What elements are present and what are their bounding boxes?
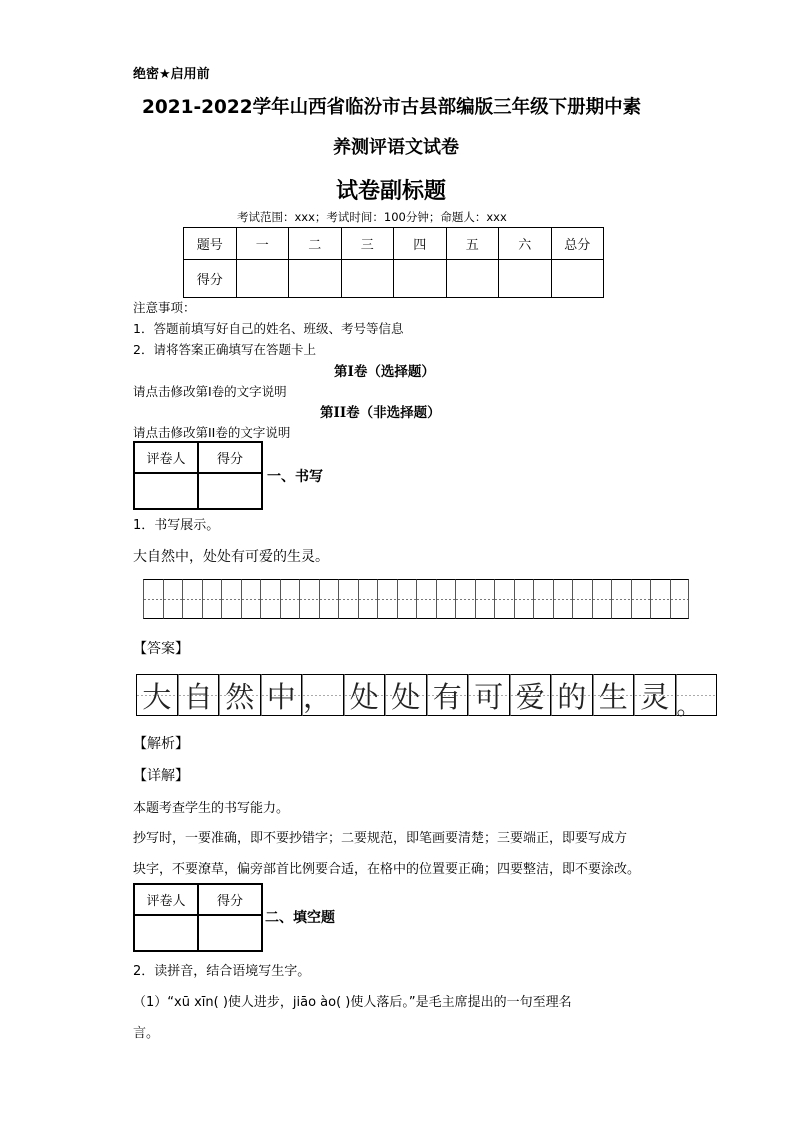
answer-cell [136, 674, 178, 716]
answer-char: 中 [266, 679, 296, 714]
score-cell[interactable] [394, 260, 447, 298]
volume-1-title: 第I卷（选择题） [334, 364, 435, 380]
score-row-label: 得分 [184, 260, 237, 298]
practice-cell[interactable] [475, 579, 495, 619]
answer-char: 自 [183, 679, 213, 714]
detail-paragraph: 本题考查学生的书写能力。 [133, 801, 290, 816]
practice-writing-grid[interactable] [143, 579, 689, 619]
grader-cell[interactable] [134, 473, 198, 509]
score-cell[interactable] [236, 260, 289, 298]
notes-heading: 注意事项： [133, 300, 196, 315]
grader-label: 评卷人 [134, 442, 198, 473]
grader-label: 评卷人 [134, 884, 198, 915]
answer-char: 处 [391, 679, 421, 714]
answer-cell [634, 674, 676, 716]
score-header-cell: 二 [289, 228, 342, 260]
practice-cell[interactable] [163, 579, 183, 619]
practice-cell[interactable] [143, 579, 163, 619]
detail-label: 【详解】 [133, 768, 189, 784]
answer-label: 【答案】 [133, 641, 189, 657]
title-line-2: 养测评语文试卷 [333, 137, 459, 158]
answer-cell [302, 674, 344, 716]
score-header-cell: 六 [499, 228, 552, 260]
practice-cell[interactable] [436, 579, 456, 619]
answer-char: 。 [676, 691, 701, 720]
answer-cell [510, 674, 552, 716]
answer-char: 大 [142, 679, 172, 714]
analysis-label: 【解析】 [133, 736, 189, 752]
practice-cell[interactable] [241, 579, 261, 619]
answer-cell [551, 674, 593, 716]
answer-cell [427, 674, 469, 716]
grader-cell[interactable] [134, 915, 198, 951]
answer-cell [468, 674, 510, 716]
practice-cell[interactable] [494, 579, 514, 619]
score-table [183, 227, 604, 298]
grader-table [133, 883, 263, 952]
practice-cell[interactable] [514, 579, 534, 619]
notes-item: 2．请将答案正确填写在答题卡上 [133, 342, 316, 357]
grader-cell[interactable] [198, 473, 262, 509]
score-header-cell: 三 [341, 228, 394, 260]
practice-cell[interactable] [631, 579, 651, 619]
question-2-item-1-cont: 言。 [133, 1026, 160, 1041]
answer-char: ， [303, 679, 333, 714]
grader-cell[interactable] [198, 915, 262, 951]
practice-cell[interactable] [572, 579, 592, 619]
score-header-cell: 四 [394, 228, 447, 260]
answer-writing-grid [136, 674, 717, 720]
practice-cell[interactable] [319, 579, 339, 619]
score-header-cell: 题号 [184, 228, 237, 260]
practice-cell[interactable] [182, 579, 202, 619]
answer-cell [344, 674, 386, 716]
practice-cell[interactable] [260, 579, 280, 619]
detail-paragraph: 抄写时，一要准确，即不要抄错字；二要规范，即笔画要清楚；三要端正，即要写成方 [133, 831, 628, 846]
practice-cell[interactable] [533, 579, 553, 619]
section-2-title: 二、填空题 [265, 910, 335, 926]
practice-cell[interactable] [650, 579, 670, 619]
practice-cell[interactable] [221, 579, 241, 619]
answer-cell [593, 674, 635, 716]
practice-cell[interactable] [358, 579, 378, 619]
answer-char: 灵 [640, 679, 670, 714]
answer-cell [261, 674, 303, 716]
answer-char: 有 [432, 679, 462, 714]
detail-paragraph: 块字，不要潦草，偏旁部首比例要合适，在格中的位置要正确；四要整洁，即不要涂改。 [133, 862, 641, 877]
question-2-item-1: （1）“xū xīn( )使人进步，jiāo ào( )使人落后。”是毛主席提出的一句至理名 [133, 995, 572, 1010]
grader-score-label: 得分 [198, 442, 262, 473]
score-header-cell: 五 [446, 228, 499, 260]
question-1-sentence: 大自然中，处处有可爱的生灵。 [133, 549, 329, 565]
volume-2-note[interactable]: 请点击修改第II卷的文字说明 [133, 425, 291, 440]
score-cell[interactable] [446, 260, 499, 298]
practice-cell[interactable] [280, 579, 300, 619]
practice-cell[interactable] [553, 579, 573, 619]
exam-info: 考试范围：xxx；考试时间：100分钟；命题人：xxx [237, 210, 507, 224]
question-1: 1．书写展示。 [133, 518, 220, 533]
score-header-cell: 总分 [551, 228, 604, 260]
subtitle: 试卷副标题 [336, 179, 447, 204]
answer-cell [219, 674, 261, 716]
answer-cell [385, 674, 427, 716]
answer-char: 处 [349, 679, 379, 714]
practice-cell[interactable] [670, 579, 690, 619]
answer-char: 然 [225, 679, 255, 714]
practice-cell[interactable] [338, 579, 358, 619]
practice-cell[interactable] [202, 579, 222, 619]
practice-cell[interactable] [592, 579, 612, 619]
score-cell[interactable] [499, 260, 552, 298]
title-line-1: 2021-2022学年山西省临汾市古县部编版三年级下册期中素 [142, 97, 642, 118]
answer-cell [676, 674, 718, 720]
score-cell[interactable] [289, 260, 342, 298]
grader-table [133, 441, 263, 510]
question-2: 2．读拼音，结合语境写生字。 [133, 964, 311, 979]
practice-cell[interactable] [455, 579, 475, 619]
score-cell[interactable] [341, 260, 394, 298]
secret-label: 绝密★启用前 [133, 67, 210, 82]
practice-cell[interactable] [397, 579, 417, 619]
practice-cell[interactable] [299, 579, 319, 619]
answer-cell [178, 674, 220, 716]
answer-char: 生 [598, 679, 628, 714]
practice-cell[interactable] [377, 579, 397, 619]
practice-cell[interactable] [611, 579, 631, 619]
answer-char: 的 [557, 679, 587, 714]
answer-char: 可 [474, 679, 504, 714]
volume-1-note[interactable]: 请点击修改第I卷的文字说明 [133, 384, 287, 399]
notes-item: 1．答题前填写好自己的姓名、班级、考号等信息 [133, 321, 404, 336]
volume-2-title: 第II卷（非选择题） [320, 405, 441, 421]
score-cell[interactable] [551, 260, 604, 298]
practice-cell[interactable] [416, 579, 436, 619]
grader-score-label: 得分 [198, 884, 262, 915]
answer-char: 爱 [515, 679, 545, 714]
score-header-cell: 一 [236, 228, 289, 260]
section-1-title: 一、书写 [267, 469, 323, 485]
